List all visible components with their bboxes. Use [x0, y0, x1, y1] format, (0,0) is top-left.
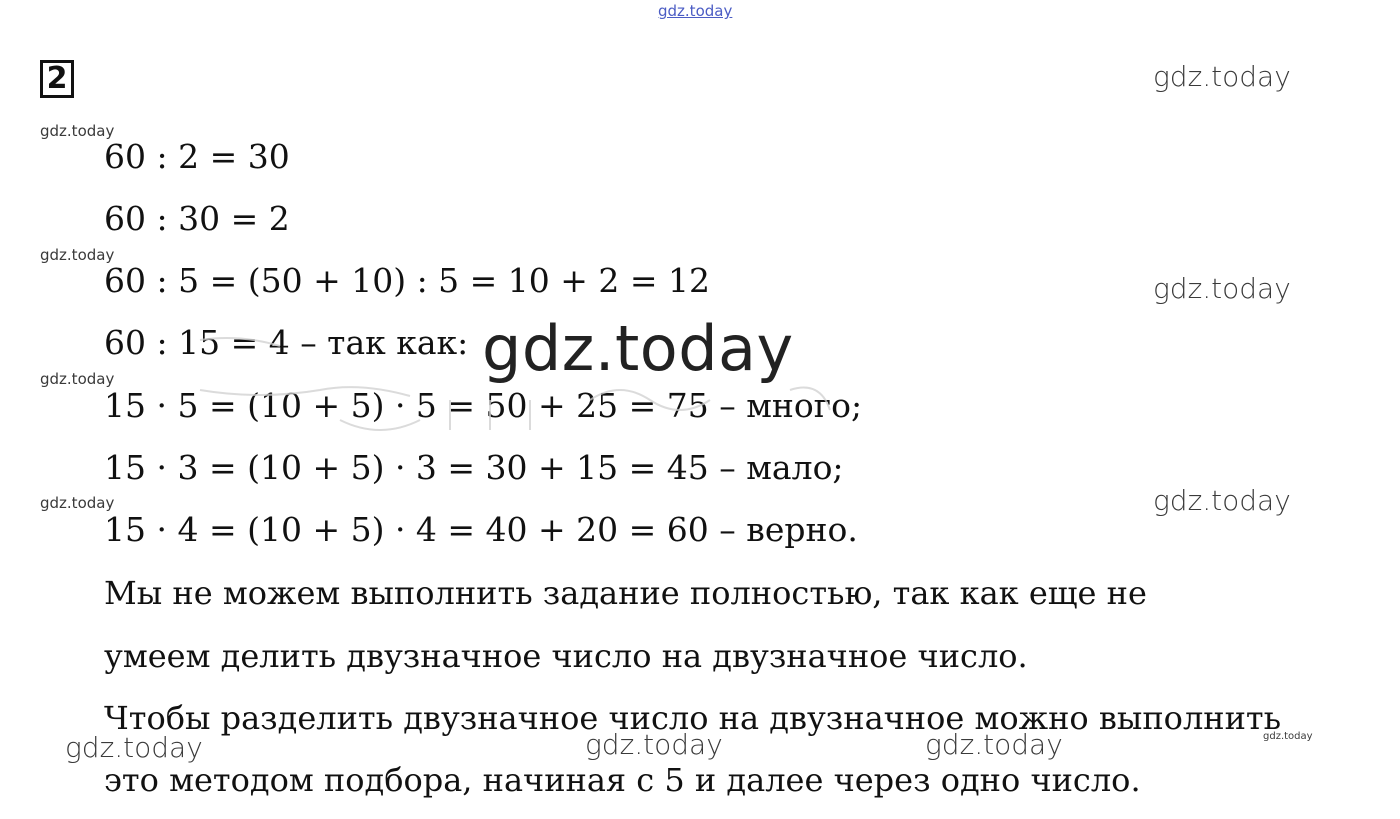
watermark-right-2: gdz.today	[1153, 272, 1291, 305]
watermark-left-3: gdz.today	[40, 370, 115, 388]
solution-line-4: 60 : 15 = 4 – так как:	[104, 323, 469, 362]
explanation-line-3: Чтобы разделить двузначное число на двузначное можно выполнить	[104, 699, 1282, 737]
solution-line-5: 15 · 5 = (10 + 5) · 5 = 50 + 25 = 75 – много;	[104, 386, 863, 425]
watermark-bottom-1: gdz.today	[65, 731, 203, 764]
watermark-left-2: gdz.today	[40, 246, 115, 264]
task-number-box	[40, 60, 74, 98]
watermark-left-4: gdz.today	[40, 494, 115, 512]
task-number: 2	[46, 61, 68, 96]
solution-line-3: 60 : 5 = (50 + 10) : 5 = 10 + 2 = 12	[104, 261, 711, 300]
watermark-top-link[interactable]: gdz.today	[658, 2, 733, 20]
watermark-bottom-2: gdz.today	[585, 728, 723, 761]
watermark-bottom-3: gdz.today	[925, 728, 1063, 761]
explanation-line-1: Мы не можем выполнить задание полностью, так как еще не	[104, 574, 1147, 612]
watermark-right-1: gdz.today	[1153, 60, 1291, 93]
explanation-line-2: умеем делить двузначное число на двузначное число.	[104, 637, 1028, 675]
solution-line-7: 15 · 4 = (10 + 5) · 4 = 40 + 20 = 60 – верно.	[104, 510, 858, 549]
watermark-bottom-tiny: gdz.today	[1263, 731, 1313, 742]
explanation-line-4: это методом подбора, начиная с 5 и далее через одно число.	[104, 761, 1141, 799]
solution-line-1: 60 : 2 = 30	[104, 137, 290, 176]
solution-line-2: 60 : 30 = 2	[104, 199, 290, 238]
solution-line-6: 15 · 3 = (10 + 5) · 3 = 30 + 15 = 45 – мало;	[104, 448, 844, 487]
watermark-right-3: gdz.today	[1153, 484, 1291, 517]
watermark-left-1: gdz.today	[40, 122, 115, 140]
watermark-center-large: gdz.today	[482, 312, 794, 385]
